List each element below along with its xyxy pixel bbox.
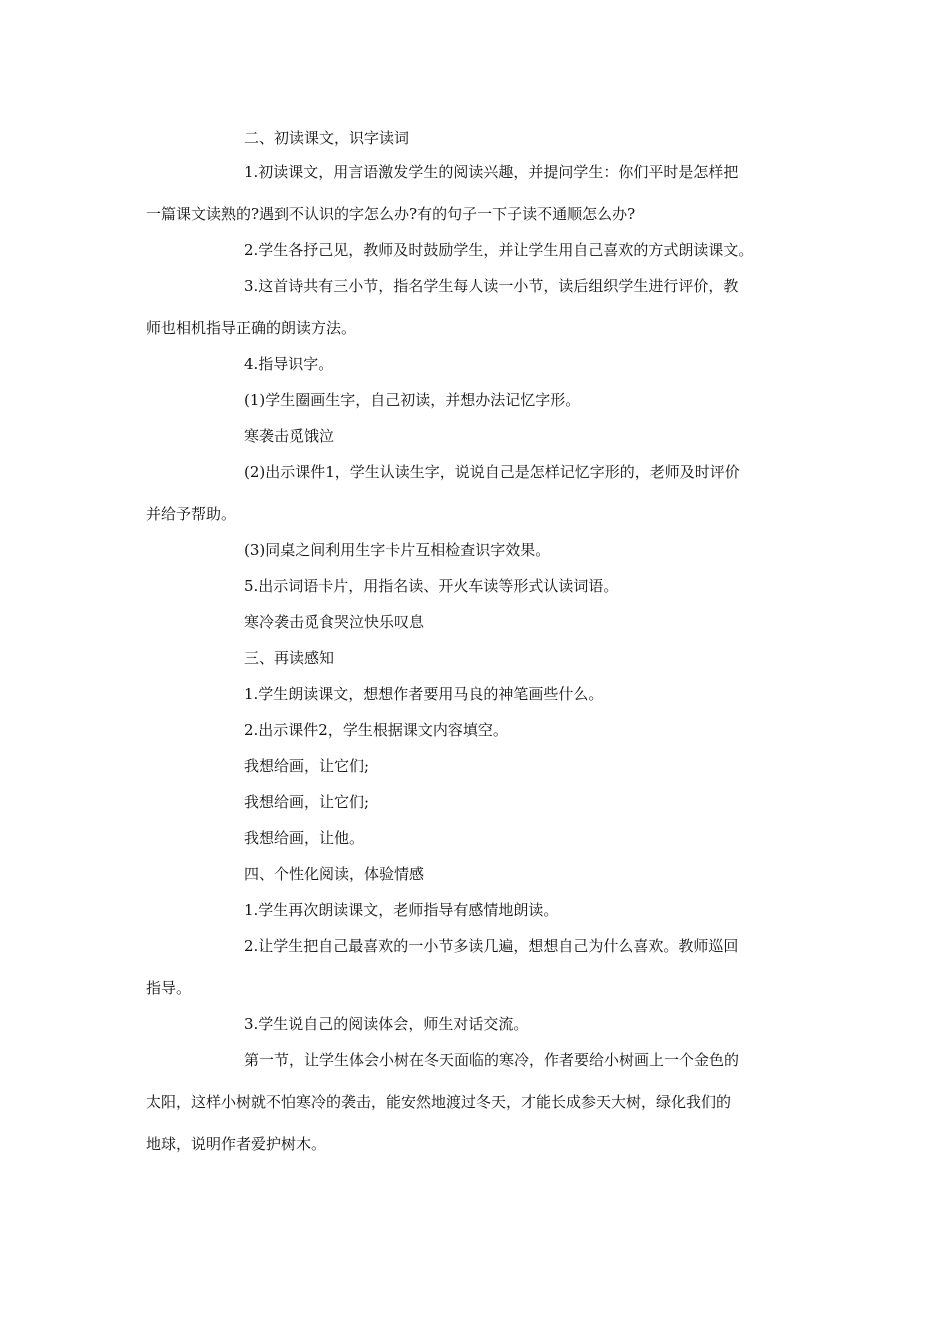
paragraph-line: 2.让学生把自己最喜欢的一小节多读几遍，想想自己为什么喜欢。教师巡回 bbox=[244, 937, 739, 955]
heading-section-2: 二、初读课文，识字读词 bbox=[244, 129, 410, 147]
paragraph-line: (3)同桌之间利用生字卡片互相检查识字效果。 bbox=[244, 541, 551, 559]
heading-section-3: 三、再读感知 bbox=[244, 649, 335, 667]
fill-blank-line: 我想给画，让它们; bbox=[244, 793, 370, 811]
heading-section-4: 四、个性化阅读，体验情感 bbox=[244, 865, 425, 883]
fill-blank-line: 我想给画，让他。 bbox=[244, 829, 365, 847]
paragraph-line: 3.学生说自己的阅读体会，师生对话交流。 bbox=[244, 1015, 529, 1033]
paragraph-line: 3.这首诗共有三小节，指名学生每人读一小节，读后组织学生进行评价，教 bbox=[244, 277, 739, 295]
fill-blank-line: 我想给画，让它们; bbox=[244, 757, 370, 775]
paragraph-line: 1.学生朗读课文，想想作者要用马良的神笔画些什么。 bbox=[244, 685, 604, 703]
paragraph-line: 1.初读课文，用言语激发学生的阅读兴趣，并提问学生：你们平时是怎样把 bbox=[244, 163, 739, 181]
paragraph-line: 1.学生再次朗读课文，老师指导有感情地朗读。 bbox=[244, 901, 559, 919]
paragraph-line: 师也相机指导正确的朗读方法。 bbox=[146, 319, 357, 337]
paragraph-line: 4.指导识字。 bbox=[244, 355, 334, 373]
paragraph-line: 5.出示词语卡片，用指名读、开火车读等形式认读词语。 bbox=[244, 577, 619, 595]
paragraph-line: 第一节，让学生体会小树在冬天面临的寒冷，作者要给小树画上一个金色的 bbox=[244, 1051, 740, 1069]
paragraph-line: (2)出示课件1，学生认读生字，说说自己是怎样记忆字形的，老师及时评价 bbox=[244, 463, 740, 481]
paragraph-line: 并给予帮助。 bbox=[146, 505, 237, 523]
paragraph-line: 一篇课文读熟的?遇到不认识的字怎么办?有的句子一下子读不通顺怎么办? bbox=[146, 205, 636, 223]
paragraph-line: 地球，说明作者爱护树木。 bbox=[146, 1135, 327, 1153]
paragraph-line: (1)学生圈画生字，自己初读，并想办法记忆字形。 bbox=[244, 391, 581, 409]
paragraph-line: 太阳，这样小树就不怕寒冷的袭击，能安然地渡过冬天，才能长成参天大树，绿化我们的 bbox=[146, 1093, 732, 1111]
paragraph-line: 2.学生各抒己见，教师及时鼓励学生，并让学生用自己喜欢的方式朗读课文。 bbox=[244, 241, 754, 259]
character-list: 寒袭击觅饿泣 bbox=[244, 427, 335, 445]
word-list: 寒冷袭击觅食哭泣快乐叹息 bbox=[244, 613, 425, 631]
paragraph-line: 2.出示课件2，学生根据课文内容填空。 bbox=[244, 721, 508, 739]
paragraph-line: 指导。 bbox=[146, 979, 192, 997]
